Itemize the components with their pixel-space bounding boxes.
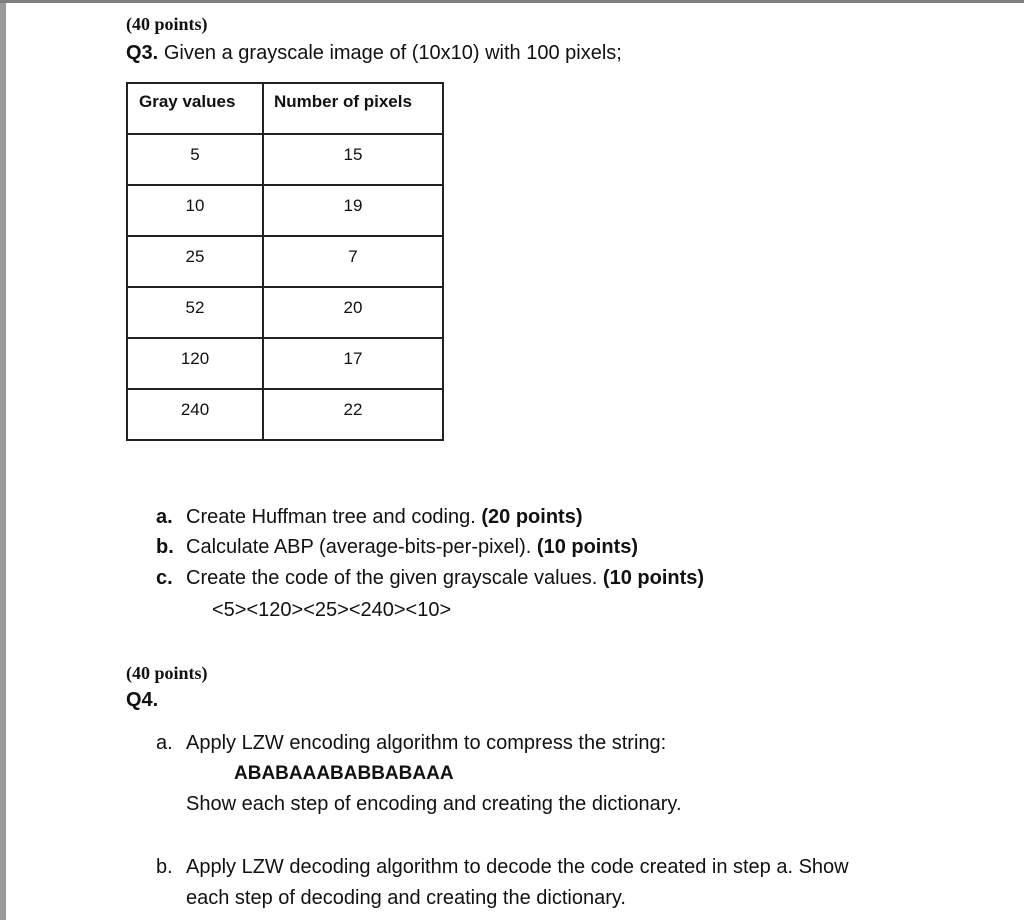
gray-value-cell: 5 bbox=[127, 134, 263, 185]
q3-heading bbox=[126, 41, 622, 65]
task-points: (20 points) bbox=[481, 506, 583, 528]
gray-value-cell: 120 bbox=[127, 338, 263, 389]
lzw-input-string: ABABAAABABBABAAA bbox=[234, 763, 454, 784]
gray-value-cell: 10 bbox=[127, 185, 263, 236]
page-top-edge bbox=[0, 0, 1024, 3]
q4-label: Q4. bbox=[126, 689, 159, 711]
q4-task-b-line2: each step of decoding and creating the dictionary. bbox=[186, 887, 626, 909]
task-label: a. bbox=[156, 732, 173, 754]
pixel-count-cell: 19 bbox=[263, 185, 443, 236]
table-row bbox=[127, 338, 443, 389]
table-row bbox=[127, 185, 443, 236]
table-row bbox=[127, 287, 443, 338]
pixel-count-cell: 20 bbox=[263, 287, 443, 338]
task-text: Apply LZW decoding algorithm to decode the code created in step a. Show bbox=[186, 856, 849, 878]
pixel-count-cell: 17 bbox=[263, 338, 443, 389]
gray-value-cell: 52 bbox=[127, 287, 263, 338]
pixel-count-cell: 15 bbox=[263, 134, 443, 185]
task-text: Create the code of the given grayscale values. bbox=[186, 567, 598, 589]
task-label: c. bbox=[156, 567, 173, 589]
gray-value-cell: 25 bbox=[127, 236, 263, 287]
task-label: b. bbox=[156, 856, 173, 878]
q3-task-b bbox=[156, 535, 638, 559]
q3-task-c bbox=[156, 566, 704, 590]
q3-points: (40 points) bbox=[126, 14, 208, 34]
pixel-count-cell: 22 bbox=[263, 389, 443, 440]
task-points: (10 points) bbox=[536, 536, 639, 558]
table-header-row bbox=[127, 83, 443, 134]
q4-task-b bbox=[156, 855, 849, 879]
q3-label: Q3. bbox=[126, 42, 159, 64]
task-label: b. bbox=[156, 536, 174, 558]
q3-prompt: Given a grayscale image of (10x10) with 100 pixels; bbox=[163, 42, 622, 64]
task-text: Calculate ABP (average-bits-per-pixel). bbox=[186, 536, 532, 558]
task-label: a. bbox=[156, 506, 173, 528]
q4-task-a-note: Show each step of encoding and creating the dictionary. bbox=[186, 793, 682, 815]
table-row bbox=[127, 389, 443, 440]
header-number-of-pixels: Number of pixels bbox=[263, 83, 443, 134]
table-row bbox=[127, 134, 443, 185]
header-gray-values: Gray values bbox=[127, 83, 263, 134]
task-points: (10 points) bbox=[602, 567, 705, 589]
histogram-table bbox=[126, 82, 444, 441]
page-left-edge bbox=[0, 0, 6, 920]
q4-task-a bbox=[156, 731, 666, 755]
task-text: Create Huffman tree and coding. bbox=[186, 506, 476, 528]
table-row bbox=[127, 236, 443, 287]
pixel-count-cell: 7 bbox=[263, 236, 443, 287]
gray-value-cell: 240 bbox=[127, 389, 263, 440]
gray-value-sequence: <5><120><25><240><10> bbox=[212, 599, 452, 621]
q4-points: (40 points) bbox=[126, 663, 208, 683]
q3-task-a bbox=[156, 505, 583, 529]
task-text: Apply LZW encoding algorithm to compress the string: bbox=[186, 732, 667, 754]
